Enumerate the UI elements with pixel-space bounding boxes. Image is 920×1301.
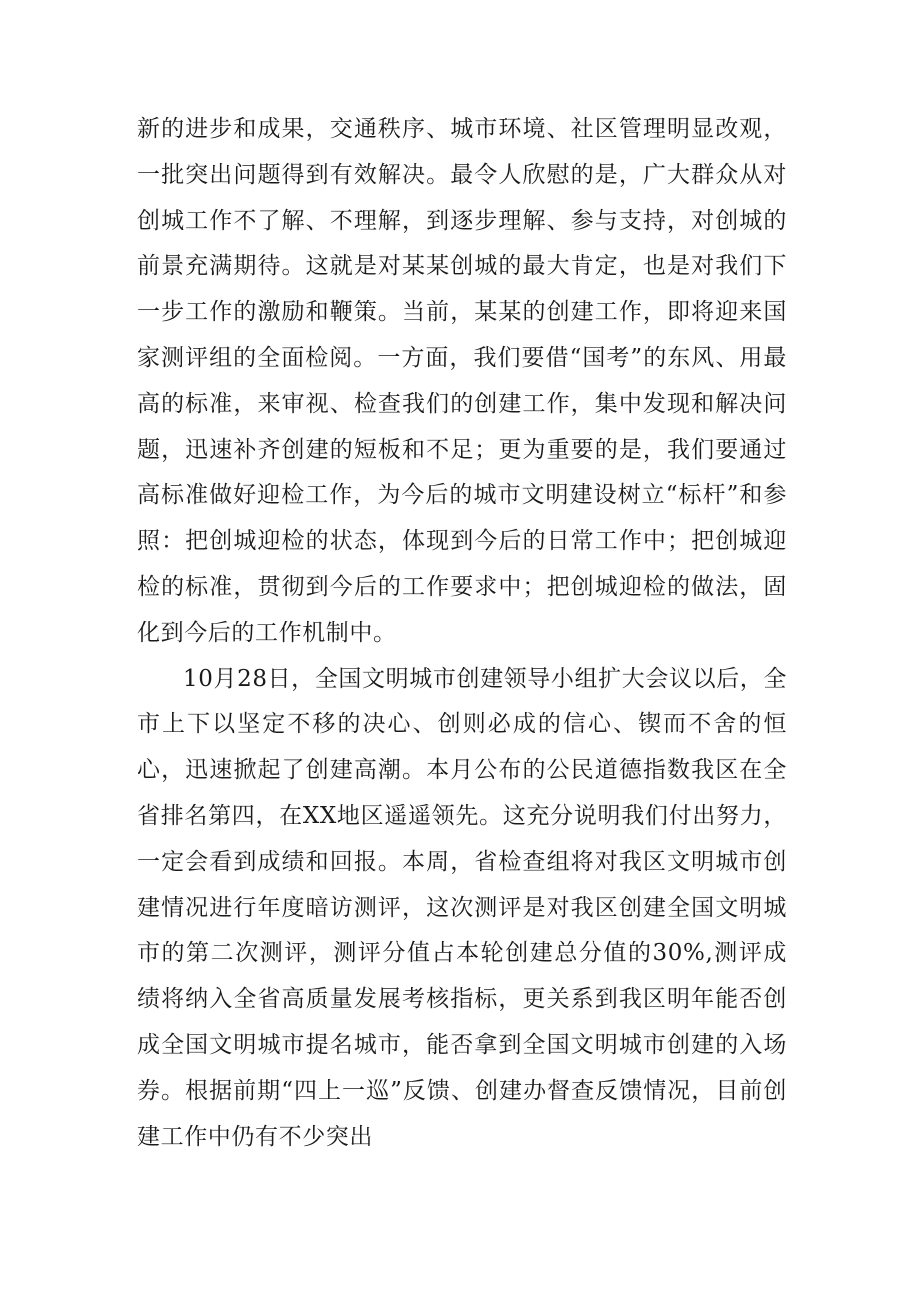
document-body: [137, 107, 787, 1160]
paragraph-continuation: 新的进步和成果，交通秩序、城市环境、社区管理明显改观，一批突出问题得到有效解决。最令人欣慰的是，广大群众从对创城工作不了解、不理解，到逐步理解、参与支持，对创城的前景充满期待。这就是对某某创城的最大肯定，也是对我们下一步工作的激励和鞭策。当前，某某的创建工作，即将迎来国家测评组的全面检阅。一方面，我们要借“国考”的东风、用最高的标准，来审视、检查我们的创建工作，集中发现和解决问题，迅速补齐创建的短板和不足；更为重要的是，我们要通过高标准做好迎检工作，为今后的城市文明建设树立“标杆”和参照：把创城迎检的状态，体现到今后的日常工作中；把创城迎检的标准，贯彻到今后的工作要求中；把创城迎检的做法，固化到今后的工作机制中。: [137, 116, 787, 646]
paragraph-meeting: 10月28日，全国文明城市创建领导小组扩大会议以后，全市上下以坚定不移的决心、创则必成的信心、锲而不舍的恒心，迅速掀起了创建高潮。本月公布的公民道德指数我区在全省排名第四，在XX地区遥遥领先。这充分说明我们付出努力，一定会看到成绩和回报。本周，省检查组将对我区文明城市创建情况进行年度暗访测评，这次测评是对我区创建全国文明城市的第二次测评，测评分值占本轮创建总分值的30%,测评成绩将纳入全省高质量发展考核指标，更关系到我区明年能否创成全国文明城市提名城市，能否拿到全国文明城市创建的入场券。根据前期“四上一巡”反馈、创建办督查反馈情况，目前创建工作中仍有不少突出: [137, 665, 787, 1150]
